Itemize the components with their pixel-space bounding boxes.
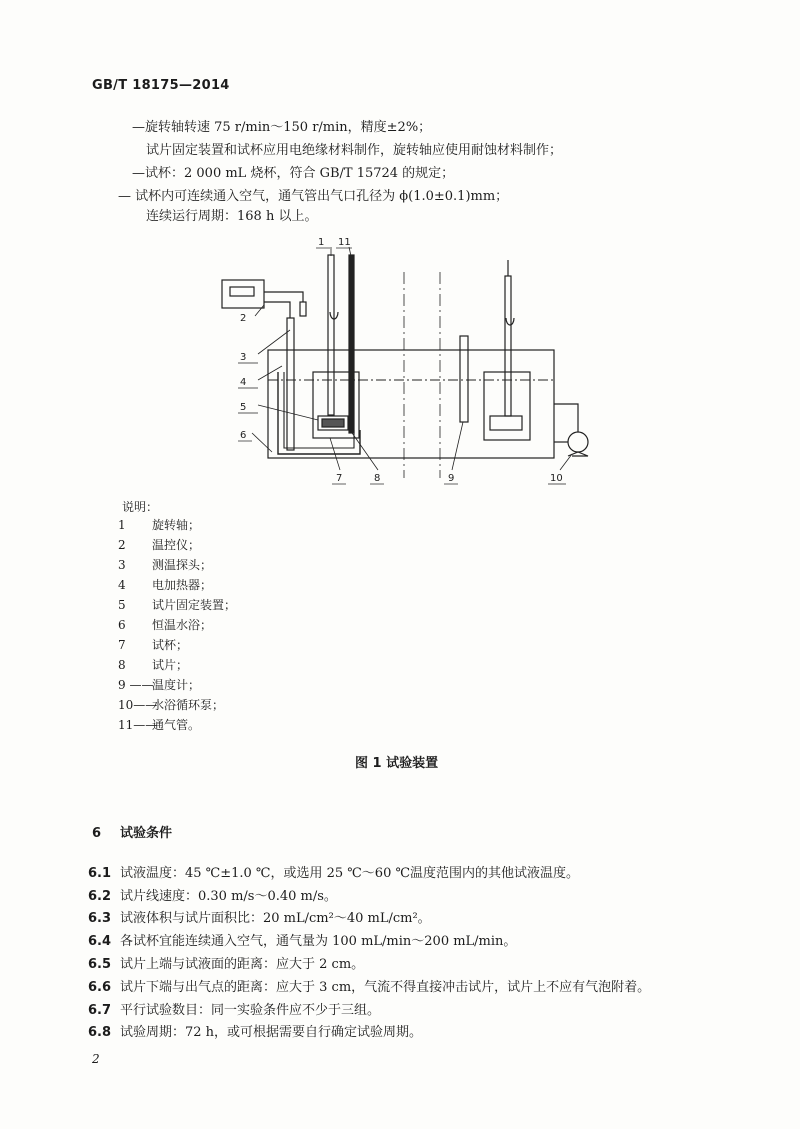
clause-text: 平行试验数目：同一实验条件应不少于三组。 <box>120 1003 381 1018</box>
legend-text: 水浴循环泵； <box>152 698 225 712</box>
label-9: 9 <box>448 473 455 484</box>
clause-number: 6.7 <box>88 1003 112 1018</box>
legend-num: 9 —— <box>118 678 154 692</box>
clause-text: 试片下端与出气点的距离：应大于 3 cm，气流不得直接冲击试片，试片上不应有气泡附着。 <box>120 980 651 995</box>
bullet-line: —旋转轴转速 75 r/min～150 r/min，精度±2%； <box>132 120 432 135</box>
clause <box>88 864 579 884</box>
clause-text: 试片上端与试液面的距离：应大于 2 cm。 <box>120 957 365 972</box>
legend-num: 8 <box>118 658 126 672</box>
standard-code-header: GB/T 18175—2014 <box>92 78 230 93</box>
label-10: 10 <box>550 473 563 484</box>
legend-item <box>118 557 212 573</box>
legend-item <box>118 597 236 613</box>
clause-number: 6.1 <box>88 866 112 881</box>
legend-num: 2 <box>118 538 126 552</box>
rotating-shaft <box>328 255 334 415</box>
clause-text: 试液体积与试片面积比：20 mL/cm²～40 mL/cm²。 <box>120 911 431 926</box>
legend-num: 10—— <box>118 698 158 712</box>
legend-text: 试杯； <box>152 638 189 652</box>
legend-num: 1 <box>118 518 126 532</box>
clause-text: 试液温度：45 ℃±1.0 ℃，或选用 25 ℃～60 ℃温度范围内的其他试液温度。 <box>120 866 580 881</box>
legend-text: 通气管。 <box>152 718 201 732</box>
legend-text: 温度计； <box>152 678 201 692</box>
circulating-pump <box>568 432 588 452</box>
bullet-line: 连续运行周期：168 h 以上。 <box>146 209 318 224</box>
label-2: 2 <box>240 313 247 324</box>
legend-item <box>118 577 212 593</box>
label-6: 6 <box>240 430 247 441</box>
heater-top <box>300 302 306 316</box>
clause-number: 6.5 <box>88 957 112 972</box>
legend-item <box>118 697 224 713</box>
label-7: 7 <box>336 473 343 484</box>
legend-text: 电加热器； <box>152 578 213 592</box>
legend-num: 4 <box>118 578 126 592</box>
temperature-probe <box>287 318 294 450</box>
page-number: 2 <box>92 1052 100 1066</box>
clause-number: 6.6 <box>88 980 112 995</box>
label-4: 4 <box>240 377 247 388</box>
legend-text: 温控仪； <box>152 538 201 552</box>
legend-num: 7 <box>118 638 126 652</box>
clause <box>88 887 337 907</box>
legend-title: 说明： <box>122 500 159 514</box>
clause-number: 6.2 <box>88 889 112 904</box>
clause <box>88 1001 380 1021</box>
clause-number: 6.3 <box>88 911 112 926</box>
legend-item <box>118 657 188 673</box>
legend-text: 旋转轴； <box>152 518 201 532</box>
clause <box>88 978 650 998</box>
figure-caption: 图 1 试验装置 <box>355 756 439 771</box>
legend-item <box>118 537 200 553</box>
clause <box>88 955 364 975</box>
air-tube <box>349 255 354 433</box>
bullet-line: 试片固定装置和试杯应用电绝缘材料制作，旋转轴应使用耐蚀材料制作； <box>146 143 563 158</box>
section-number: 6 <box>92 826 102 841</box>
legend-text: 测温探头； <box>152 558 213 572</box>
clause-text: 各试杯宜能连续通入空气，通气量为 100 mL/min～200 mL/min。 <box>120 934 517 949</box>
legend-item <box>118 637 188 653</box>
clause-number: 6.4 <box>88 934 112 949</box>
bullet-line: — 试杯内可连续通入空气，通气管出气口孔径为 ϕ(1.0±0.1)mm； <box>118 189 509 204</box>
legend-num: 5 <box>118 598 126 612</box>
legend-num: 6 <box>118 618 126 632</box>
label-1: 1 <box>318 237 325 248</box>
legend-item <box>118 517 200 533</box>
legend-text: 恒温水浴； <box>152 618 213 632</box>
section-title: 试验条件 <box>120 826 173 841</box>
clause-text: 试片线速度：0.30 m/s～0.40 m/s。 <box>120 889 337 904</box>
clause-number: 6.8 <box>88 1025 112 1040</box>
clause <box>88 909 431 929</box>
bullet-line: —试杯：2 000 mL 烧杯，符合 GB/T 15724 的规定； <box>132 166 455 181</box>
temperature-controller <box>222 280 264 308</box>
clause-text: 试验周期：72 h，或可根据需要自行确定试验周期。 <box>120 1025 423 1040</box>
clause <box>88 1023 422 1043</box>
specimen <box>322 419 344 427</box>
section-heading <box>92 822 172 841</box>
legend-text: 试片； <box>152 658 189 672</box>
legend-item <box>118 717 200 733</box>
legend-item <box>118 677 200 693</box>
label-8: 8 <box>374 473 381 484</box>
legend-text: 试片固定装置； <box>152 598 237 612</box>
legend-num: 11—— <box>118 718 158 732</box>
label-11: 11 <box>338 237 351 248</box>
clause <box>88 932 516 952</box>
legend-num: 3 <box>118 558 126 572</box>
label-5: 5 <box>240 402 247 413</box>
thermometer <box>460 336 468 422</box>
legend-item <box>118 617 212 633</box>
label-3: 3 <box>240 352 247 363</box>
